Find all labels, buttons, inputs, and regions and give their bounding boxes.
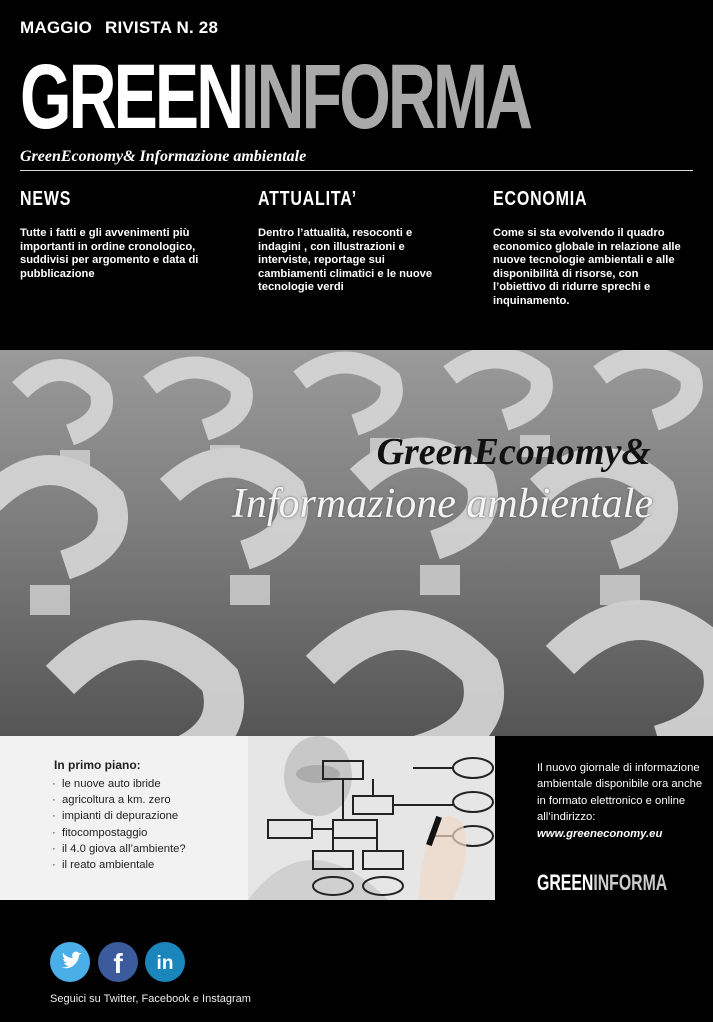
- question-marks-pavement: [0, 350, 713, 736]
- promo-logo-informa: INFORMA: [593, 870, 668, 895]
- column-economia: [493, 188, 689, 309]
- linkedin-icon[interactable]: [145, 942, 185, 982]
- list-item: · il reato ambientale: [52, 859, 155, 872]
- list-item: · impianti di depurazione: [52, 810, 179, 823]
- list-item: · agricoltura a km. zero: [52, 794, 171, 807]
- social-follow-text: Seguici su Twitter, Facebook e Instagram: [50, 993, 251, 1005]
- focus-list: [52, 776, 186, 873]
- promo-text: Il nuovo giornale di informazione ambientale disponibile ora anche in formato elettronico e online all’indirizzo:: [537, 762, 703, 824]
- header-divider: [20, 170, 693, 171]
- column-news-title: NEWS: [20, 188, 72, 210]
- column-news-text: Tutte i fatti e gli avvenimenti più importanti in ordine cronologico, suddivisi per argomento e data di pubblicazione: [20, 227, 199, 280]
- masthead-green: GREEN: [20, 46, 242, 148]
- issue-line: [20, 18, 218, 38]
- masthead: [20, 46, 531, 148]
- issue-number: RIVISTA N. 28: [104, 18, 219, 37]
- twitter-icon[interactable]: [50, 942, 90, 982]
- svg-text:in: in: [156, 953, 174, 974]
- flowchart-illustration: [248, 736, 495, 900]
- focus-title: In primo piano:: [54, 758, 141, 772]
- promo-url-link[interactable]: www.greeneconomy.eu: [537, 827, 663, 840]
- promo-logo: [537, 870, 667, 896]
- promo-text-block: [537, 760, 707, 842]
- hero-title-line2: Informazione ambientale: [231, 481, 653, 527]
- list-item: · il 4.0 giova all’ambiente?: [52, 842, 186, 855]
- promo-logo-green: GREEN: [537, 870, 594, 895]
- column-attualita: [258, 188, 454, 295]
- svg-text:f: f: [113, 948, 123, 979]
- issue-month: MAGGIO: [20, 18, 93, 37]
- hero-title-line1: GreenEconomy&: [376, 431, 651, 473]
- column-news: [20, 188, 235, 281]
- flowchart-photo: [248, 736, 495, 900]
- facebook-icon[interactable]: [98, 942, 138, 982]
- promo-box: [495, 736, 713, 900]
- list-item: · fitocompostaggio: [52, 826, 148, 839]
- hero-image: [0, 350, 713, 736]
- masthead-informa: INFORMA: [241, 46, 531, 148]
- masthead-subtitle: GreenEconomy& Informazione ambientale: [20, 148, 307, 165]
- column-attualita-title: ATTUALITA’: [258, 188, 357, 210]
- column-attualita-text: Dentro l’attualità, resoconti e indagini , con illustrazioni e interviste, reportage sui cambiamenti climatici e le nuove tecnologie verdi: [258, 227, 433, 294]
- column-economia-title: ECONOMIA: [493, 188, 588, 210]
- column-economia-text: Come si sta evolvendo il quadro economico globale in relazione alle nuove tecnologie ambientali e alle disponibilità di risorse, con l’obiettivo di ridurre sprechi e inquinamento.: [493, 227, 681, 307]
- focus-box: [0, 736, 248, 900]
- list-item: · le nuove auto ibride: [52, 778, 161, 790]
